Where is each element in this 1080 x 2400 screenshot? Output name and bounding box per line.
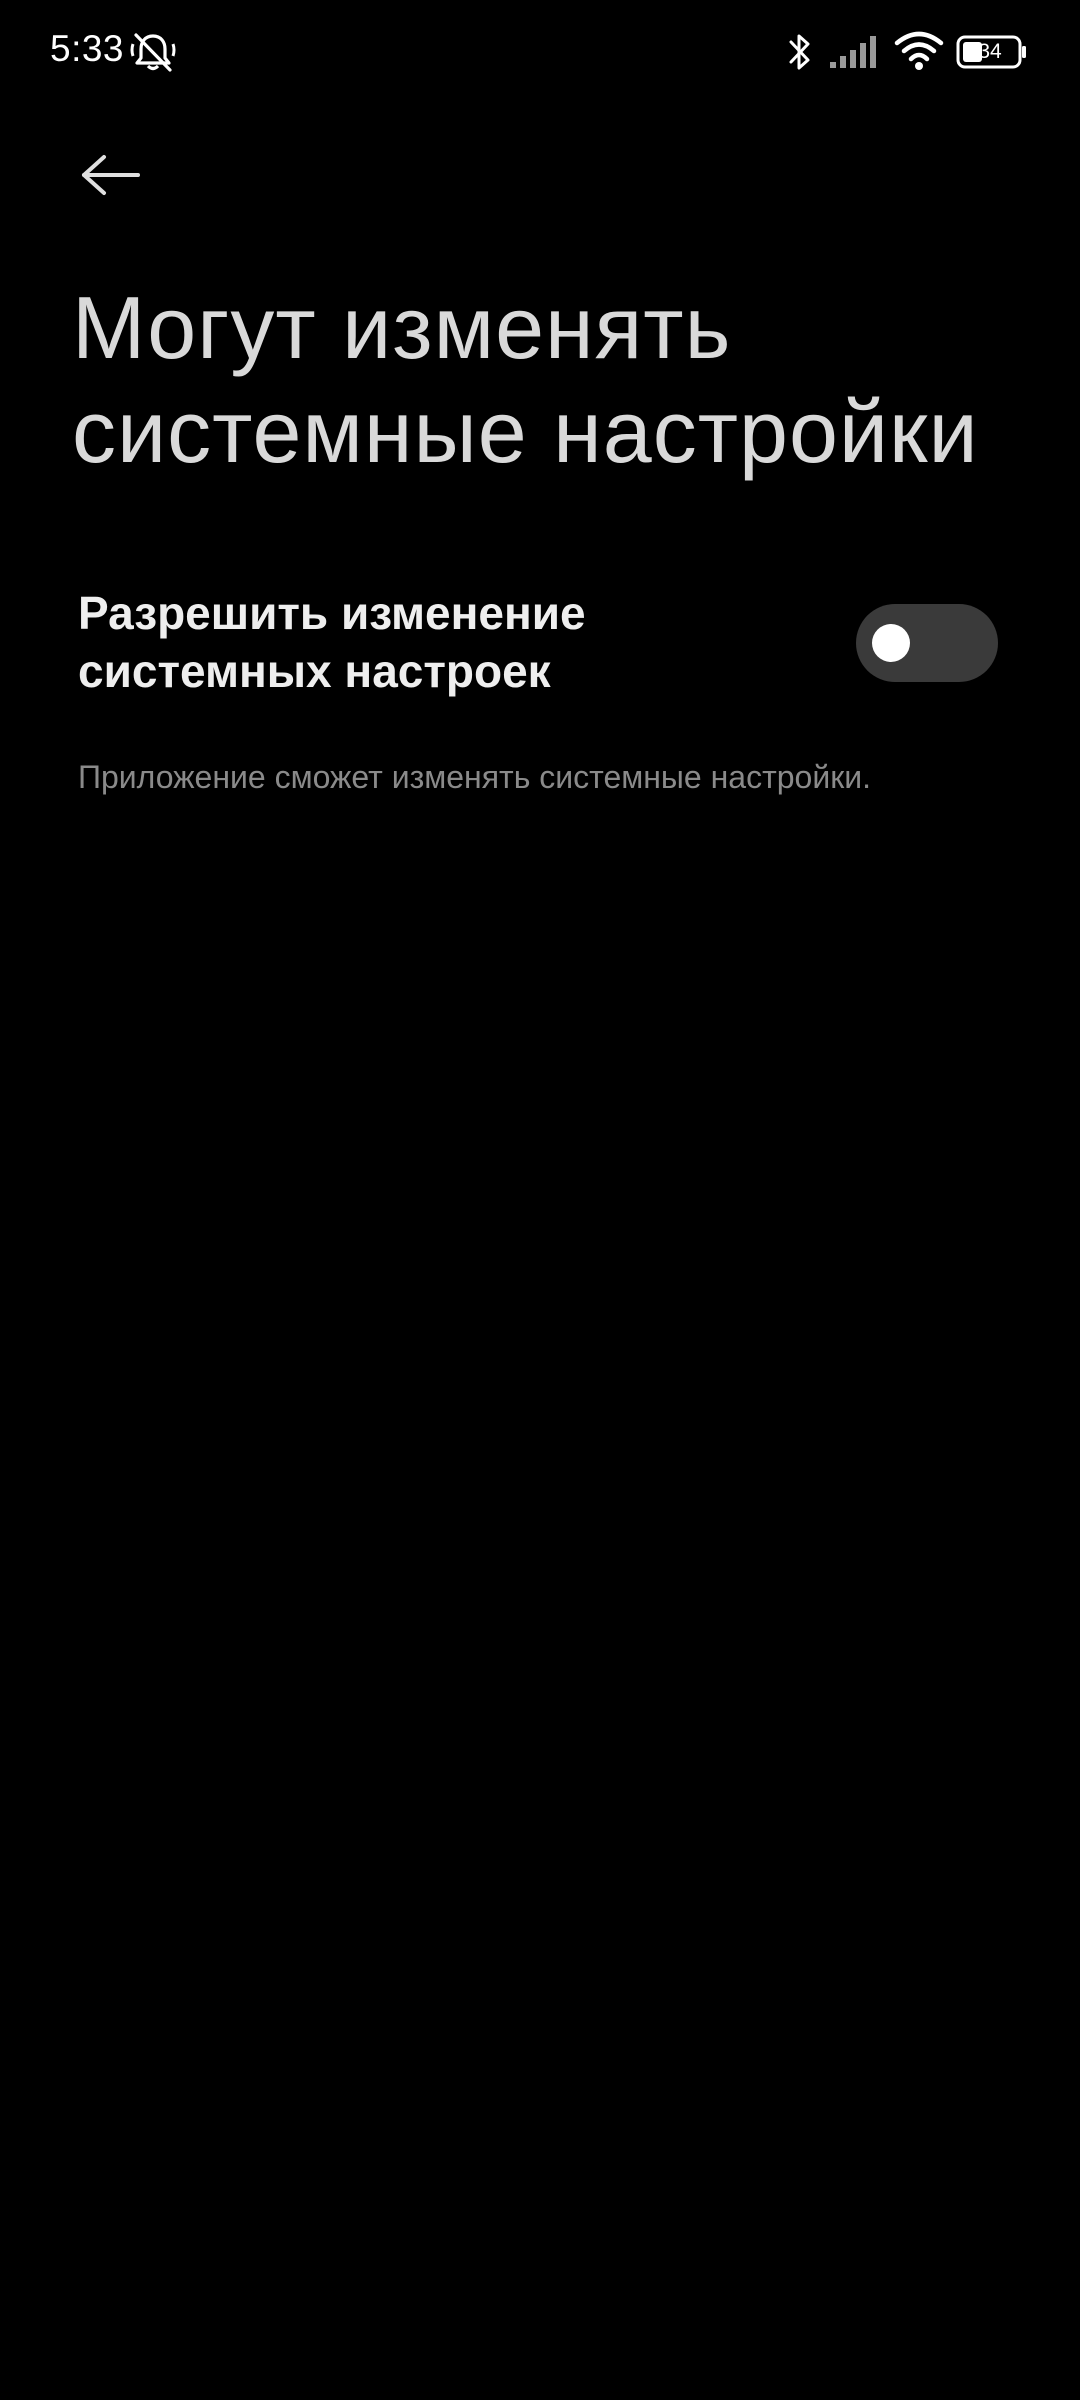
allow-modify-settings-toggle[interactable]: [856, 604, 998, 682]
allow-modify-settings-row[interactable]: [0, 570, 1080, 720]
back-arrow-icon: [80, 153, 142, 197]
status-bar: [0, 0, 1080, 104]
notifications-muted-icon: [130, 30, 176, 74]
status-time: 5:33: [50, 28, 125, 69]
battery-level: 34: [978, 40, 1002, 63]
bluetooth-icon: [786, 30, 814, 74]
page-title: Могут изменять системные настройки: [72, 278, 979, 481]
toggle-knob: [872, 624, 910, 662]
back-button[interactable]: [66, 130, 156, 220]
setting-description: Приложение сможет изменять системные настройки.: [78, 759, 871, 795]
signal-icon: [828, 34, 880, 70]
wifi-icon: [894, 30, 944, 72]
allow-modify-settings-label: Разрешить изменение системных настроек: [78, 587, 586, 697]
